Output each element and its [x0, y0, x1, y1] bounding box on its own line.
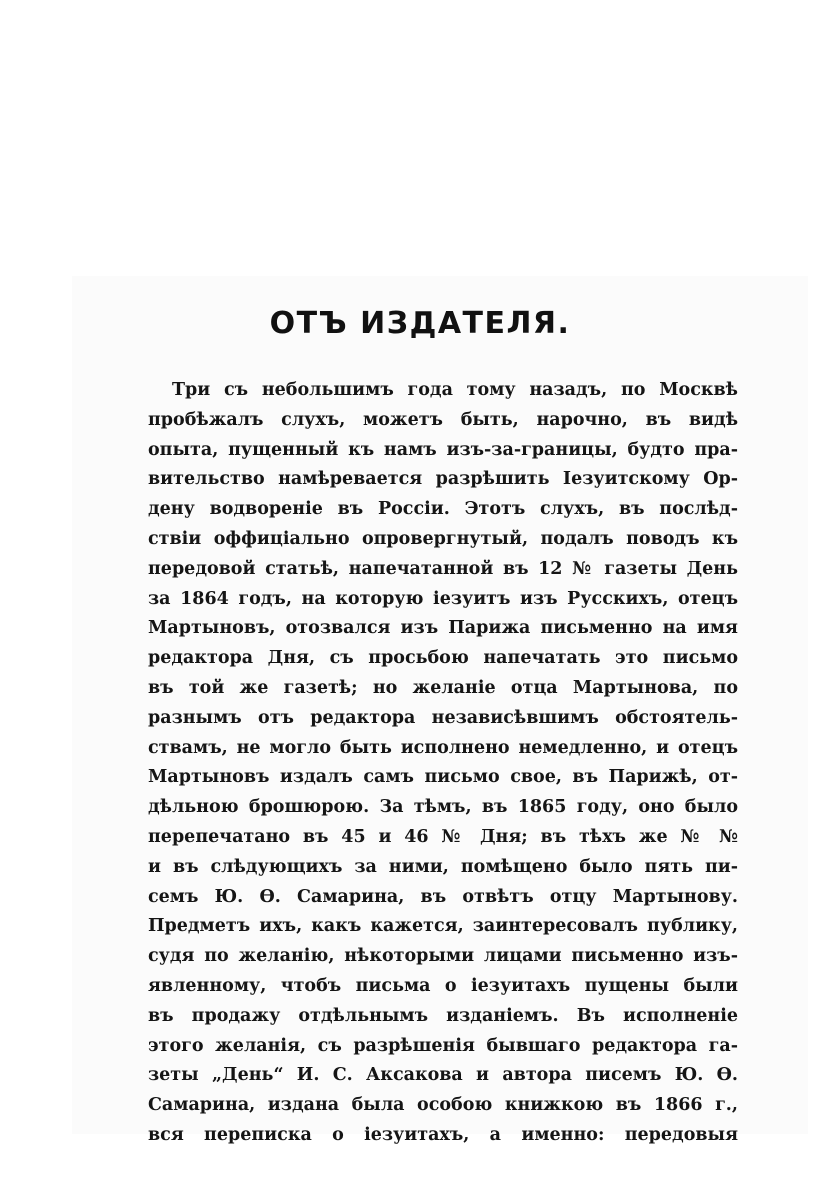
text-line: редактора Дня, съ просьбою напечатать это письмо — [148, 648, 738, 669]
text-line: судя по желанію, нѣкоторыми лицами письменно изъ- — [148, 946, 738, 967]
text-line: ствамъ, не могло быть исполнено немедленно, и отецъ — [148, 737, 738, 758]
text-line: Мартыновъ издалъ самъ письмо свое, въ Парижѣ, от- — [148, 767, 738, 788]
text-line: явленному, чтобъ письма о іезуитахъ пущены были — [148, 975, 738, 996]
text-line: этого желанія, съ разрѣшенія бывшаго редактора га- — [148, 1035, 738, 1056]
text-line: Самарина, издана была особою книжкою въ 1866 г., — [148, 1095, 738, 1116]
text-line: пробѣжалъ слухъ, можетъ быть, нарочно, въ видѣ — [148, 409, 738, 430]
text-line: передовой статьѣ, напечатанной въ 12 № газеты День — [148, 558, 738, 579]
text-line: семъ Ю. Ө. Самарина, въ отвѣтъ отцу Мартынову. — [148, 886, 738, 907]
text-line: дену водвореніе въ Россіи. Этотъ слухъ, въ послѣд- — [148, 499, 738, 520]
text-line: ствіи оффиціально опровергнутый, подалъ поводъ къ — [148, 528, 738, 549]
text-line: зеты „День“ И. С. Аксакова и автора писемъ Ю. Ө. — [148, 1065, 738, 1086]
text-line: вся переписка о іезуитахъ, а именно: передовыя — [148, 1124, 738, 1145]
text-line: опыта, пущенный къ намъ изъ-за-границы, будто пра- — [148, 439, 738, 460]
text-line: разнымъ отъ редактора независѣвшимъ обстоятель- — [148, 707, 738, 728]
text-line: Мартыновъ, отозвался изъ Парижа письменно на имя — [148, 618, 738, 639]
text-line: въ той же газетѣ; но желаніе отца Мартынова, по — [148, 677, 738, 698]
body-text — [148, 376, 738, 1151]
text-line: и въ слѣдующихъ за ними, помѣщено было пять пи- — [148, 856, 738, 877]
text-line: перепечатано въ 45 и 46 № Дня; въ тѣхъ же № № — [148, 826, 738, 847]
text-line: дѣльною брошюрою. За тѣмъ, въ 1865 году, оно было — [148, 797, 738, 818]
page-title: ОТЪ ИЗДАТЕЛЯ. — [269, 306, 571, 341]
text-line: за 1864 годъ, на которую іезуитъ изъ Русскихъ, отецъ — [148, 588, 738, 609]
text-line: вительство намѣревается разрѣшить Іезуитскому Ор- — [148, 469, 738, 490]
text-line: Предметъ ихъ, какъ кажется, заинтересовалъ публику, — [148, 916, 738, 937]
text-line: Три съ небольшимъ года тому назадъ, по Москвѣ — [172, 380, 738, 400]
text-line: въ продажу отдѣльнымъ изданіемъ. Въ исполненіе — [148, 1005, 738, 1026]
